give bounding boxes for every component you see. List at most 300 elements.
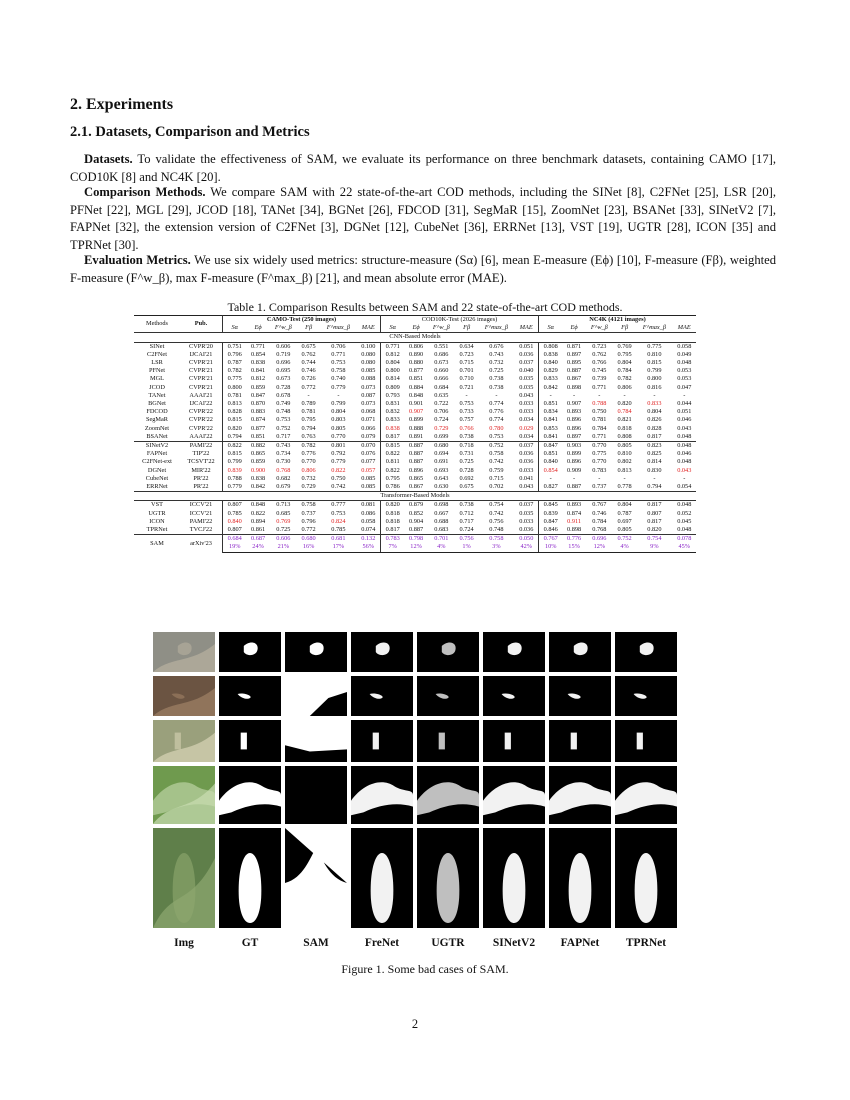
table-row <box>134 425 696 433</box>
metric-value: 0.840 <box>543 458 558 466</box>
metric-value: 0.824 <box>331 517 346 525</box>
metric-value: 0.080 <box>357 351 381 359</box>
metric-value: 0.774 <box>489 416 504 424</box>
metric-value: 0.071 <box>357 416 381 424</box>
metric-value: 0.777 <box>331 501 346 509</box>
sam-mask <box>285 766 347 824</box>
method-name: SegMaR <box>145 416 169 424</box>
metric-value: 0.833 <box>647 400 662 408</box>
metric-value: 0.851 <box>543 450 558 458</box>
metric-value: 0.795 <box>385 474 400 482</box>
metric-value: 0.775 <box>647 342 662 350</box>
metric-value: 0.551 <box>434 342 449 350</box>
metric-value: 0.847 <box>539 442 563 451</box>
publication: CVPR'21 <box>180 384 223 392</box>
metric-value: 0.766 <box>592 359 607 367</box>
metric-value: 0.803 <box>331 416 346 424</box>
publication: CVPR'22 <box>180 408 223 416</box>
metric-value: 0.867 <box>408 483 424 491</box>
metric-value: 0.048 <box>677 458 692 466</box>
metric-value: 0.076 <box>357 450 381 458</box>
metric-value: 0.854 <box>543 466 558 474</box>
metric-value: 0.762 <box>301 350 316 358</box>
metric-value: 0.911 <box>567 517 582 525</box>
metric-value: 0.715 <box>459 359 474 367</box>
metric-value: 0.753 <box>489 432 504 440</box>
publication: CVPR'20 <box>180 342 223 351</box>
metric-value: 0.776 <box>301 450 316 458</box>
metric-value: 0.034 <box>515 416 539 424</box>
metric-value: 0.818 <box>385 517 400 525</box>
metric-value: 0.770 <box>592 458 607 466</box>
results-table <box>134 315 696 553</box>
metric-header: Eϕ <box>570 324 578 332</box>
metric-value: 0.048 <box>677 432 692 440</box>
metric-value: 0.890 <box>408 350 424 358</box>
figure-column-label: FreNet <box>364 937 400 949</box>
percent-drop: 9% <box>636 543 672 552</box>
metric-value: 0.754 <box>636 535 672 544</box>
metric-value: 0.771 <box>331 350 346 358</box>
publication: AAAI'21 <box>180 392 223 400</box>
metric-value: 0.815 <box>647 359 662 367</box>
metric-value: - <box>465 391 468 399</box>
input-image <box>153 720 215 762</box>
publication: MIR'22 <box>180 467 223 475</box>
metric-value: 0.035 <box>515 375 539 383</box>
table-row <box>134 475 696 483</box>
metric-header: F^w_β <box>432 324 450 332</box>
metric-value: 0.871 <box>566 342 582 350</box>
table-row <box>134 510 696 518</box>
prediction-mask <box>549 720 611 762</box>
metric-value: 0.815 <box>227 416 242 424</box>
metric-value: 0.074 <box>357 526 381 535</box>
metric-value: 0.887 <box>566 367 582 375</box>
method-name: ZoomNet <box>144 424 170 432</box>
metric-value: 0.041 <box>515 475 539 483</box>
metric-value: 0.887 <box>404 442 427 451</box>
metric-value: 0.742 <box>489 509 504 517</box>
table-row-sam <box>134 535 696 544</box>
metric-value: 0.799 <box>647 367 662 375</box>
metric-value: 0.692 <box>459 474 474 482</box>
metric-header: F^max_β <box>484 324 509 332</box>
metric-value: 0.739 <box>592 375 607 383</box>
metric-value: 0.688 <box>434 517 449 525</box>
metric-value: 0.033 <box>515 400 539 408</box>
metric-value: 0.738 <box>489 383 504 391</box>
metric-value: 0.675 <box>459 483 474 491</box>
metric-header: F^w_β <box>274 324 292 332</box>
prediction-mask <box>549 632 611 672</box>
metric-value: 0.100 <box>357 342 381 351</box>
prediction-mask <box>615 632 677 672</box>
metric-value: 0.785 <box>331 526 346 534</box>
metric-value: 0.718 <box>455 442 478 451</box>
metric-value: 0.847 <box>250 391 266 399</box>
metric-value: 0.758 <box>489 450 504 458</box>
metric-value: 0.070 <box>357 442 381 451</box>
metric-value: 0.786 <box>385 483 400 491</box>
publication: CVPR'22 <box>180 425 223 433</box>
metric-value: 0.820 <box>227 424 242 432</box>
metric-value: 0.817 <box>385 526 400 534</box>
prediction-mask <box>351 766 413 824</box>
metric-value: 0.058 <box>357 518 381 526</box>
metric-value: 0.809 <box>385 383 400 391</box>
metric-value: 0.043 <box>677 466 692 474</box>
metric-value: 0.882 <box>246 442 269 451</box>
figure-row <box>153 632 675 672</box>
metric-value: 0.678 <box>276 391 291 399</box>
table-caption: Table 1. Comparison Results between SAM and 22 state-of-the-art COD methods. <box>227 300 623 314</box>
table-row <box>134 483 696 492</box>
metric-value: 0.726 <box>301 375 316 383</box>
metric-value: 0.086 <box>357 510 381 518</box>
metric-value: - <box>653 391 656 399</box>
metric-value: - <box>598 391 601 399</box>
metric-value: 0.896 <box>566 424 582 432</box>
metric-value: 0.897 <box>566 350 582 358</box>
metric-value: 0.033 <box>515 518 539 526</box>
metric-value: 0.053 <box>677 367 692 375</box>
metric-value: 0.907 <box>408 408 424 416</box>
metric-value: 0.036 <box>515 458 539 466</box>
prediction-mask <box>351 632 413 672</box>
metric-value: 0.812 <box>250 375 266 383</box>
prediction-mask <box>615 766 677 824</box>
metric-value: 0.804 <box>617 501 632 509</box>
method-name: BSANet <box>146 432 168 440</box>
metric-value: 0.762 <box>592 350 607 358</box>
metric-value: 0.743 <box>270 442 297 451</box>
publication: arXiv'23 <box>180 535 223 552</box>
metric-value: 0.814 <box>385 375 400 383</box>
metric-value: 0.078 <box>673 535 696 544</box>
metric-value: 0.057 <box>357 467 381 475</box>
percent-drop: 45% <box>673 543 696 552</box>
metric-value: 0.634 <box>459 342 474 350</box>
method-name: PFNet <box>148 367 166 375</box>
metric-value: 0.081 <box>357 501 381 510</box>
metric-value: 0.904 <box>408 517 424 525</box>
metric-value: 0.073 <box>357 400 381 408</box>
metric-value: 0.040 <box>515 367 539 375</box>
metric-value: 0.795 <box>617 350 632 358</box>
metric-value: 0.048 <box>677 501 692 509</box>
metric-value: 0.699 <box>434 432 449 440</box>
metric-value: 0.756 <box>455 535 478 544</box>
metric-value: 0.776 <box>489 408 504 416</box>
section-title: 2. Experiments <box>70 96 174 113</box>
table-row <box>134 467 696 475</box>
metric-value: 0.691 <box>434 458 449 466</box>
metric-value: 0.744 <box>301 359 316 367</box>
metric-value: 0.909 <box>566 466 582 474</box>
figure-column-label: SINetV2 <box>492 937 536 949</box>
metric-value: 0.037 <box>515 442 539 451</box>
metric-value: 0.033 <box>515 467 539 475</box>
metric-value: 0.828 <box>647 424 662 432</box>
metric-header: Sα <box>389 324 396 332</box>
percent-drop: 10% <box>539 543 563 552</box>
metric-value: 0.046 <box>677 450 692 458</box>
input-image <box>153 676 215 716</box>
metric-value: 0.838 <box>543 350 558 358</box>
metric-value: 0.804 <box>647 408 662 416</box>
sam-mask <box>285 676 347 716</box>
metric-value: 0.725 <box>489 367 504 375</box>
metric-value: 0.085 <box>357 483 381 492</box>
prediction-mask <box>417 720 479 762</box>
metric-value: 0.898 <box>566 526 582 534</box>
metric-value: 0.838 <box>385 424 400 432</box>
metric-value: 0.775 <box>227 375 242 383</box>
metric-value: 0.867 <box>566 375 582 383</box>
metric-value: 0.767 <box>592 501 607 509</box>
metric-value: 0.782 <box>617 375 632 383</box>
metric-value: 0.828 <box>227 408 242 416</box>
metric-value: 0.784 <box>617 408 632 416</box>
metric-value: 0.750 <box>331 474 346 482</box>
metric-value: 0.752 <box>478 442 514 451</box>
metric-value: 0.033 <box>515 408 539 416</box>
metric-value: 0.085 <box>357 367 381 375</box>
metric-value: 0.820 <box>617 400 632 408</box>
publication: IJCAI'22 <box>180 400 223 408</box>
metric-value: 0.045 <box>677 517 692 525</box>
metric-value: 0.772 <box>301 526 316 534</box>
metric-value: 0.854 <box>250 350 266 358</box>
metric-value: 0.823 <box>636 442 672 451</box>
table-row <box>134 392 696 400</box>
method-name: VST <box>151 501 163 509</box>
sam-mask <box>285 828 347 928</box>
metric-value: 0.073 <box>357 384 381 392</box>
metric-value: 0.051 <box>515 342 539 351</box>
metric-value: 0.043 <box>515 392 539 400</box>
metric-value: 0.852 <box>408 509 424 517</box>
metric-value: 0.833 <box>543 375 558 383</box>
metric-value: 0.796 <box>227 350 242 358</box>
metric-header: Sα <box>231 324 238 332</box>
comparison-text: We compare SAM with 22 state-of-the-art COD methods, including the SINet [8], C2FNet [25], LSR [20], PFNet [22], MGL [29], JCOD [18], TANet [34], BGNet [26], FDCOD [31], SegMaR [15], ZoomNet [23], BSANet [33], SINetV2 [7], FAPNet [32], the extension version of C2FNet [3], DGNet [12], CubeNet [36], ERRNet [13], VST [19], UGTR [28], ICON [35] and TPRNet [30]. <box>70 185 776 252</box>
publication: ICCV'21 <box>180 510 223 518</box>
percent-drop: 12% <box>586 543 613 552</box>
method-name: JCOD <box>149 383 165 391</box>
metric-value: 0.782 <box>297 442 320 451</box>
metric-value: 0.048 <box>673 442 696 451</box>
method-name: FAPNet <box>146 450 168 458</box>
prediction-mask <box>417 632 479 672</box>
ground-truth-mask <box>219 720 281 762</box>
metric-value: 0.036 <box>515 351 539 359</box>
metric-value: 0.779 <box>331 458 346 466</box>
datasets-lead: Datasets. <box>84 152 133 166</box>
metric-value: 0.702 <box>489 483 504 491</box>
metric-value: 0.840 <box>227 517 242 525</box>
publication: IJCAI'21 <box>180 351 223 359</box>
metric-value: 0.667 <box>434 509 449 517</box>
metric-header: Eϕ <box>412 324 420 332</box>
metric-value: 0.783 <box>592 466 607 474</box>
section-label: Transformer-Based Models <box>134 492 696 501</box>
metric-value: 0.077 <box>357 458 381 466</box>
metric-value: 0.794 <box>301 424 316 432</box>
metric-value: 0.807 <box>227 526 242 534</box>
method-name: LSR <box>151 359 163 367</box>
group-nc4k: NC4K (4121 images) <box>539 316 697 325</box>
prediction-mask <box>549 766 611 824</box>
metric-value: 0.779 <box>331 383 346 391</box>
metric-value: 0.772 <box>301 383 316 391</box>
prediction-mask <box>549 828 611 928</box>
metric-value: 0.789 <box>301 400 316 408</box>
prediction-mask <box>483 632 545 672</box>
metric-value: 0.752 <box>276 424 291 432</box>
metric-value: 0.730 <box>276 458 291 466</box>
metric-value: 0.706 <box>331 342 346 350</box>
method-name: UGTR <box>148 509 166 517</box>
metric-value: 0.087 <box>357 392 381 400</box>
metric-value: 0.818 <box>617 424 632 432</box>
group-camo: CAMO-Test (250 images) <box>223 316 381 325</box>
metric-value: 0.079 <box>357 433 381 442</box>
metric-value: 0.682 <box>276 474 291 482</box>
metric-value: 0.897 <box>566 432 582 440</box>
metric-value: 0.887 <box>566 483 582 491</box>
table-row <box>134 416 696 424</box>
metric-value: 0.818 <box>385 509 400 517</box>
metric-value: 0.660 <box>434 367 449 375</box>
metric-value: 0.815 <box>381 442 405 451</box>
input-image <box>153 766 215 824</box>
method-name: SINet <box>149 342 165 350</box>
metric-value: 0.811 <box>385 458 400 466</box>
metric-value: 0.896 <box>408 466 424 474</box>
metric-value: - <box>495 391 498 399</box>
metric-value: 0.732 <box>301 474 316 482</box>
percent-drop: 3% <box>478 543 514 552</box>
method-name: TPRNet <box>146 526 168 534</box>
metric-header: MAE <box>357 324 381 333</box>
metric-header: Eϕ <box>254 324 262 332</box>
metric-value: - <box>573 391 576 399</box>
table-row <box>134 400 696 408</box>
percent-drop: 16% <box>297 543 320 552</box>
prediction-mask <box>483 720 545 762</box>
metric-value: 0.846 <box>543 526 558 534</box>
metric-value: 0.859 <box>250 383 266 391</box>
metric-value: 0.787 <box>227 359 242 367</box>
metric-value: 0.893 <box>566 501 582 509</box>
metric-value: 0.861 <box>250 526 266 534</box>
metric-value: 0.693 <box>434 466 449 474</box>
method-name: ERRNet <box>146 483 168 491</box>
metric-value: 0.800 <box>647 375 662 383</box>
metric-value: 0.784 <box>617 367 632 375</box>
metric-value: 0.792 <box>331 450 346 458</box>
metric-value: 0.681 <box>320 535 356 544</box>
metric-value: 0.044 <box>677 400 692 408</box>
figure-column-label: Img <box>174 937 194 949</box>
metric-value: 0.696 <box>586 535 613 544</box>
metric-value: 0.746 <box>592 509 607 517</box>
metric-value: 0.768 <box>592 526 607 534</box>
figure-column-label: GT <box>241 937 259 949</box>
metric-value: 0.706 <box>434 408 449 416</box>
metric-value: 0.879 <box>408 501 424 509</box>
metric-value: 0.883 <box>250 408 266 416</box>
metric-value: 0.606 <box>276 342 291 350</box>
metric-value: 0.752 <box>613 535 636 544</box>
table-row <box>134 450 696 458</box>
metric-value: 0.049 <box>677 350 692 358</box>
metric-value: 0.643 <box>434 474 449 482</box>
metric-value: 0.838 <box>250 359 266 367</box>
section-transformer <box>134 492 696 501</box>
metric-value: 0.679 <box>276 483 291 491</box>
metric-value: 0.891 <box>408 432 424 440</box>
metric-value: 0.723 <box>459 350 474 358</box>
method-name: TANet <box>148 391 166 399</box>
metric-value: 0.724 <box>459 526 474 534</box>
metric-value: 0.068 <box>357 408 381 416</box>
percent-drop: 21% <box>270 543 297 552</box>
metric-value: 0.888 <box>408 424 424 432</box>
metric-value: 0.825 <box>647 450 662 458</box>
metric-value: 0.880 <box>408 359 424 367</box>
metric-value: 0.728 <box>459 466 474 474</box>
metric-value: - <box>653 474 656 482</box>
metric-value: 0.841 <box>250 367 266 375</box>
metric-value: 0.742 <box>489 458 504 466</box>
metric-value: 0.738 <box>459 432 474 440</box>
metric-value: 0.822 <box>223 442 247 451</box>
metric-value: 0.822 <box>250 509 266 517</box>
metric-value: 0.874 <box>250 416 266 424</box>
datasets-text: To validate the effectiveness of SAM, we evaluate its performance on three benchmark datasets, containing CAMO [17], COD10K [8] and NC4K [20]. <box>70 152 776 184</box>
metric-value: 0.847 <box>543 517 558 525</box>
metric-value: 0.821 <box>617 416 632 424</box>
metric-value: 0.870 <box>250 400 266 408</box>
metric-value: 0.766 <box>459 424 474 432</box>
prediction-mask <box>483 766 545 824</box>
metric-value: 0.673 <box>276 375 291 383</box>
metric-value: 0.066 <box>357 425 381 433</box>
ground-truth-mask <box>219 632 281 672</box>
method-name: C2FNet <box>147 350 167 358</box>
metric-value: 0.841 <box>543 432 558 440</box>
metric-value: 0.701 <box>428 535 455 544</box>
metric-value: 0.132 <box>357 535 381 544</box>
publication: TVCJ'22 <box>180 526 223 535</box>
method-name: FDCOD <box>146 408 168 416</box>
ground-truth-mask <box>219 828 281 928</box>
paragraph-comparison <box>70 184 776 254</box>
metric-value: 0.723 <box>592 342 607 350</box>
percent-drop: 42% <box>515 543 539 552</box>
publication: ICCV'21 <box>180 501 223 510</box>
metric-value: 0.802 <box>617 458 632 466</box>
section-label: CNN-Based Models <box>134 333 696 342</box>
metric-value: 0.831 <box>385 400 400 408</box>
paragraph-metrics <box>70 252 776 287</box>
metric-value: 0.781 <box>592 416 607 424</box>
metric-value: 0.822 <box>331 466 346 474</box>
table-row <box>134 518 696 526</box>
